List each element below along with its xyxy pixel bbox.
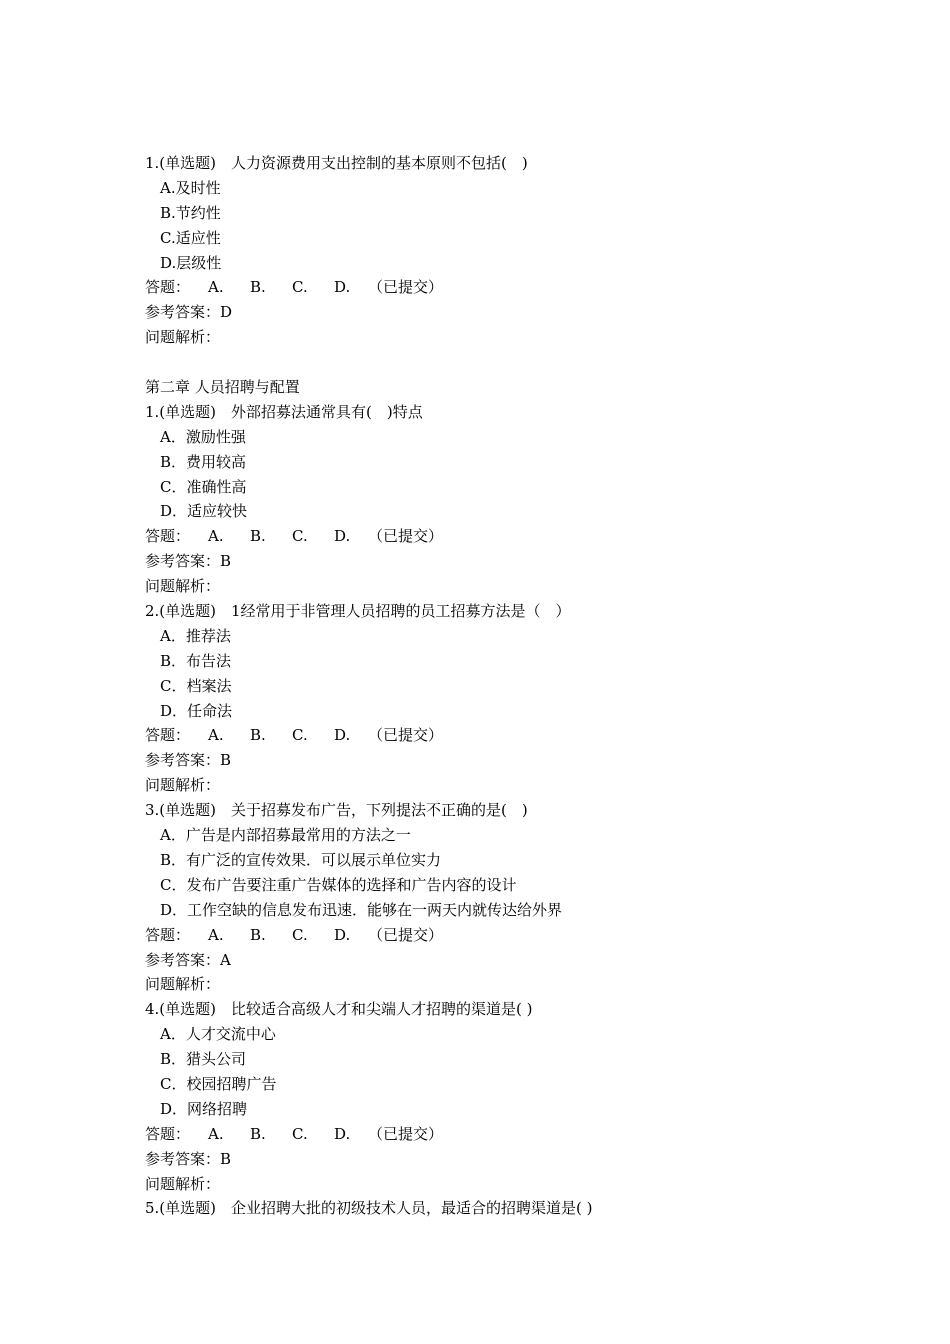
option-c[interactable]: C．档案法 [160,676,232,695]
answer-row [145,524,905,549]
answer-choice-c[interactable]: C. [292,726,308,745]
option-a[interactable]: A.及时性 [160,178,221,197]
answer-choice-c[interactable]: C. [292,278,308,297]
reference-value: A [220,950,231,969]
option-d[interactable]: D．适应较快 [160,502,248,521]
reference-label: 参考答案： [145,950,221,969]
answer-label: 答题： [145,278,191,297]
answer-label: 答题： [145,1124,191,1143]
submitted-status: （已提交） [368,278,444,297]
answer-choice-d[interactable]: D. [334,527,351,546]
answer-choice-c[interactable]: C. [292,1124,308,1143]
answer-row [145,1122,905,1147]
reference-answer-row [145,1147,905,1172]
answer-choice-a[interactable]: A. [208,1124,224,1143]
reference-answer-row [145,300,905,325]
analysis-row: 问题解析： [145,577,221,596]
question-block [145,599,905,798]
submitted-status: （已提交） [368,925,444,944]
answer-choice-a[interactable]: A. [208,278,224,297]
submitted-status: （已提交） [368,527,444,546]
reference-answer-row [145,948,905,973]
reference-label: 参考答案： [145,1149,221,1168]
option-c[interactable]: C．准确性高 [160,477,247,496]
reference-value: B [220,552,232,571]
answer-choice-d[interactable]: D. [334,278,351,297]
option-d[interactable]: D．网络招聘 [160,1099,248,1118]
analysis-row: 问题解析： [145,328,221,347]
question-title: 4.(单选题) 比较适合高级人才和尖端人才招聘的渠道是( ) [145,1000,533,1019]
analysis-row: 问题解析： [145,975,221,994]
answer-choice-a[interactable]: A. [208,925,224,944]
answer-choice-b[interactable]: B. [250,1124,266,1143]
option-d[interactable]: D．工作空缺的信息发布迅速．能够在一两天内就传达给外界 [160,900,563,919]
answer-label: 答题： [145,925,191,944]
answer-choice-a[interactable]: A. [208,527,224,546]
question-block [145,997,905,1196]
answer-label: 答题： [145,726,191,745]
answer-choice-b[interactable]: B. [250,925,266,944]
chapter-heading: 第二章 人员招聘与配置 [145,378,300,397]
option-a[interactable]: A．人才交流中心 [160,1025,276,1044]
option-c[interactable]: C.适应性 [160,228,221,247]
reference-value: B [220,1149,232,1168]
answer-choice-b[interactable]: B. [250,278,266,297]
submitted-status: （已提交） [368,1124,444,1143]
reference-label: 参考答案： [145,751,221,770]
answer-choice-a[interactable]: A. [208,726,224,745]
answer-choice-d[interactable]: D. [334,726,351,745]
option-d[interactable]: D.层级性 [160,253,222,272]
answer-row [145,723,905,748]
reference-value: D [220,303,233,322]
question-title: 3.(单选题) 关于招募发布广告，下列提法不正确的是( ) [145,801,528,820]
answer-choice-d[interactable]: D. [334,925,351,944]
reference-answer-row [145,549,905,574]
option-b[interactable]: B．猎头公司 [160,1050,247,1069]
option-b[interactable]: B．布告法 [160,651,232,670]
answer-choice-c[interactable]: C. [292,925,308,944]
reference-label: 参考答案： [145,303,221,322]
submitted-status: （已提交） [368,726,444,745]
reference-value: B [220,751,232,770]
analysis-row: 问题解析： [145,1174,221,1193]
question-title: 1.(单选题) 人力资源费用支出控制的基本原则不包括( ) [145,154,528,172]
option-b[interactable]: B．有广泛的宣传效果．可以展示单位实力 [160,850,442,869]
answer-label: 答题： [145,527,191,546]
document-body [145,151,905,1221]
option-d[interactable]: D．任命法 [160,701,233,720]
analysis-row: 问题解析： [145,776,221,795]
reference-label: 参考答案： [145,552,221,571]
answer-choice-d[interactable]: D. [334,1124,351,1143]
question-block [145,400,905,599]
option-b[interactable]: B.节约性 [160,203,221,222]
reference-answer-row [145,748,905,773]
option-a[interactable]: A．推荐法 [160,626,231,645]
option-c[interactable]: C．发布广告要注重广告媒体的选择和广告内容的设计 [160,875,517,894]
spacer [145,350,905,375]
question-title: 2.(单选题) 1经常用于非管理人员招聘的员工招募方法是（ ） [145,602,571,621]
question-block [145,151,905,350]
answer-choice-c[interactable]: C. [292,527,308,546]
option-a[interactable]: A．广告是内部招募最常用的方法之一 [160,826,411,845]
question-block [145,798,905,997]
answer-choice-b[interactable]: B. [250,527,266,546]
answer-row [145,923,905,948]
option-a[interactable]: A．激励性强 [160,427,246,446]
answer-choice-b[interactable]: B. [250,726,266,745]
question-title: 5.(单选题) 企业招聘大批的初级技术人员，最适合的招聘渠道是( ) [145,1199,593,1218]
question-title: 1.(单选题) 外部招募法通常具有( )特点 [145,402,423,421]
answer-row [145,275,905,300]
option-c[interactable]: C．校园招聘广告 [160,1074,277,1093]
option-b[interactable]: B．费用较高 [160,452,247,471]
